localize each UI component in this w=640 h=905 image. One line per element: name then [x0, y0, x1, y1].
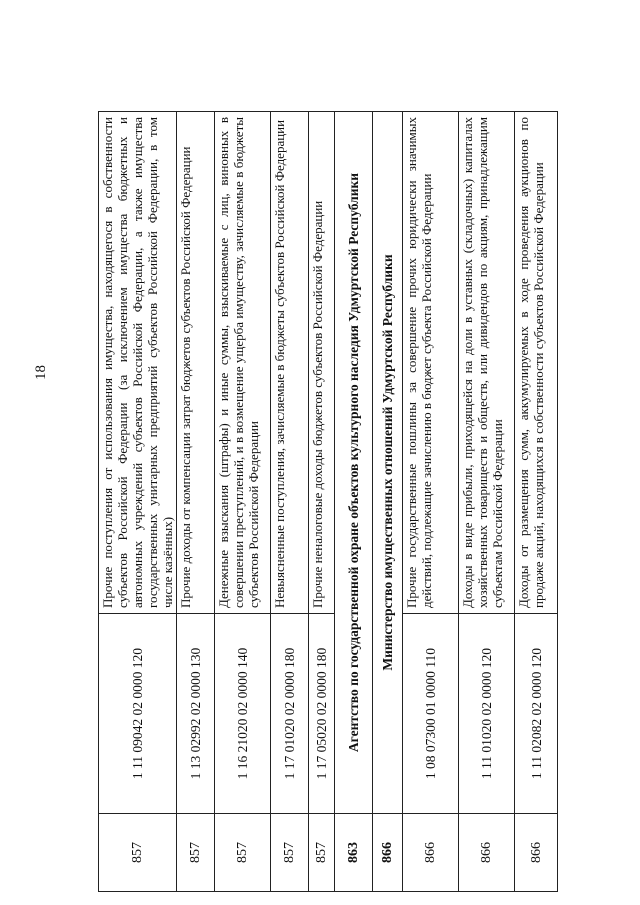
table-row: [459, 112, 515, 892]
section-row: [335, 112, 373, 892]
revenue-code-cell: 1 17 05020 02 0000 180: [309, 614, 335, 814]
section-row: [373, 112, 403, 892]
revenue-code-cell: 1 11 02082 02 0000 120: [515, 614, 558, 814]
revenue-description-cell: Доходы от размещения сумм, аккумулируемых в ходе проведения аукционов по продаже акций, находящихся в собственности субъектов Российской Федерации: [515, 112, 558, 614]
revenue-description-cell: Прочие поступления от использования имущества, находящегося в собственности субъектов Российской Федерации (за исключением имущества бюджетных и автономных учреждений субъектов Российской Федерации, а также имущества государственных унитарных предприятий субъектов Российской Федерации, в том числе казённых): [99, 112, 177, 614]
revenue-code-cell: 1 13 02992 02 0000 130: [177, 614, 215, 814]
revenue-code-cell: 1 16 21020 02 0000 140: [215, 614, 271, 814]
table-row: [177, 112, 215, 892]
revenue-code-cell: 1 08 07300 01 0000 110: [403, 614, 459, 814]
revenue-code-cell: 1 11 09042 02 0000 120: [99, 614, 177, 814]
admin-code-cell: 857: [99, 814, 177, 892]
revenue-description-cell: Прочие доходы от компенсации затрат бюджетов субъектов Российской Федерации: [177, 112, 215, 614]
revenue-description-cell: Невыясненные поступления, зачисляемые в бюджеты субъектов Российской Федерации: [271, 112, 309, 614]
page-number: 18: [33, 365, 49, 380]
revenue-description-cell: Прочие неналоговые доходы бюджетов субъектов Российской Федерации: [309, 112, 335, 614]
revenue-description-cell: Прочие государственные пошлины за совершение прочих юридически значимых действий, подлежащие зачислению в бюджет субъекта Российской Федерации: [403, 112, 459, 614]
admin-code-cell: 863: [335, 814, 373, 892]
admin-code-cell: 866: [459, 814, 515, 892]
revenue-code-cell: 1 11 01020 02 0000 120: [459, 614, 515, 814]
revenue-table-frame: [98, 112, 556, 892]
table-row: [403, 112, 459, 892]
revenue-description-cell: Доходы в виде прибыли, приходящейся на доли в уставных (складочных) капиталах хозяйственных товариществ и обществ, или дивидендов по акциям, принадлежащим субъектам Российской Федерации: [459, 112, 515, 614]
admin-code-cell: 866: [373, 814, 403, 892]
table-row: [309, 112, 335, 892]
admin-code-cell: 857: [309, 814, 335, 892]
table-row: [99, 112, 177, 892]
revenue-classification-table: [98, 111, 558, 892]
admin-code-cell: 857: [271, 814, 309, 892]
revenue-description-cell: Денежные взыскания (штрафы) и иные суммы, взыскиваемые с лиц, виновных в совершении преступлений, и в возмещение ущерба имуществу, зачисляемые в бюджеты субъектов Российской Федерации: [215, 112, 271, 614]
table-row: [215, 112, 271, 892]
admin-code-cell: 866: [403, 814, 459, 892]
table-row: [271, 112, 309, 892]
section-heading-cell: Министерство имущественных отношений Удмуртской Республики: [373, 112, 403, 814]
revenue-code-cell: 1 17 01020 02 0000 180: [271, 614, 309, 814]
section-heading-cell: Агентство по государственной охране объектов культурного наследия Удмуртской Республики: [335, 112, 373, 814]
table-row: [515, 112, 558, 892]
admin-code-cell: 857: [215, 814, 271, 892]
admin-code-cell: 866: [515, 814, 558, 892]
admin-code-cell: 857: [177, 814, 215, 892]
